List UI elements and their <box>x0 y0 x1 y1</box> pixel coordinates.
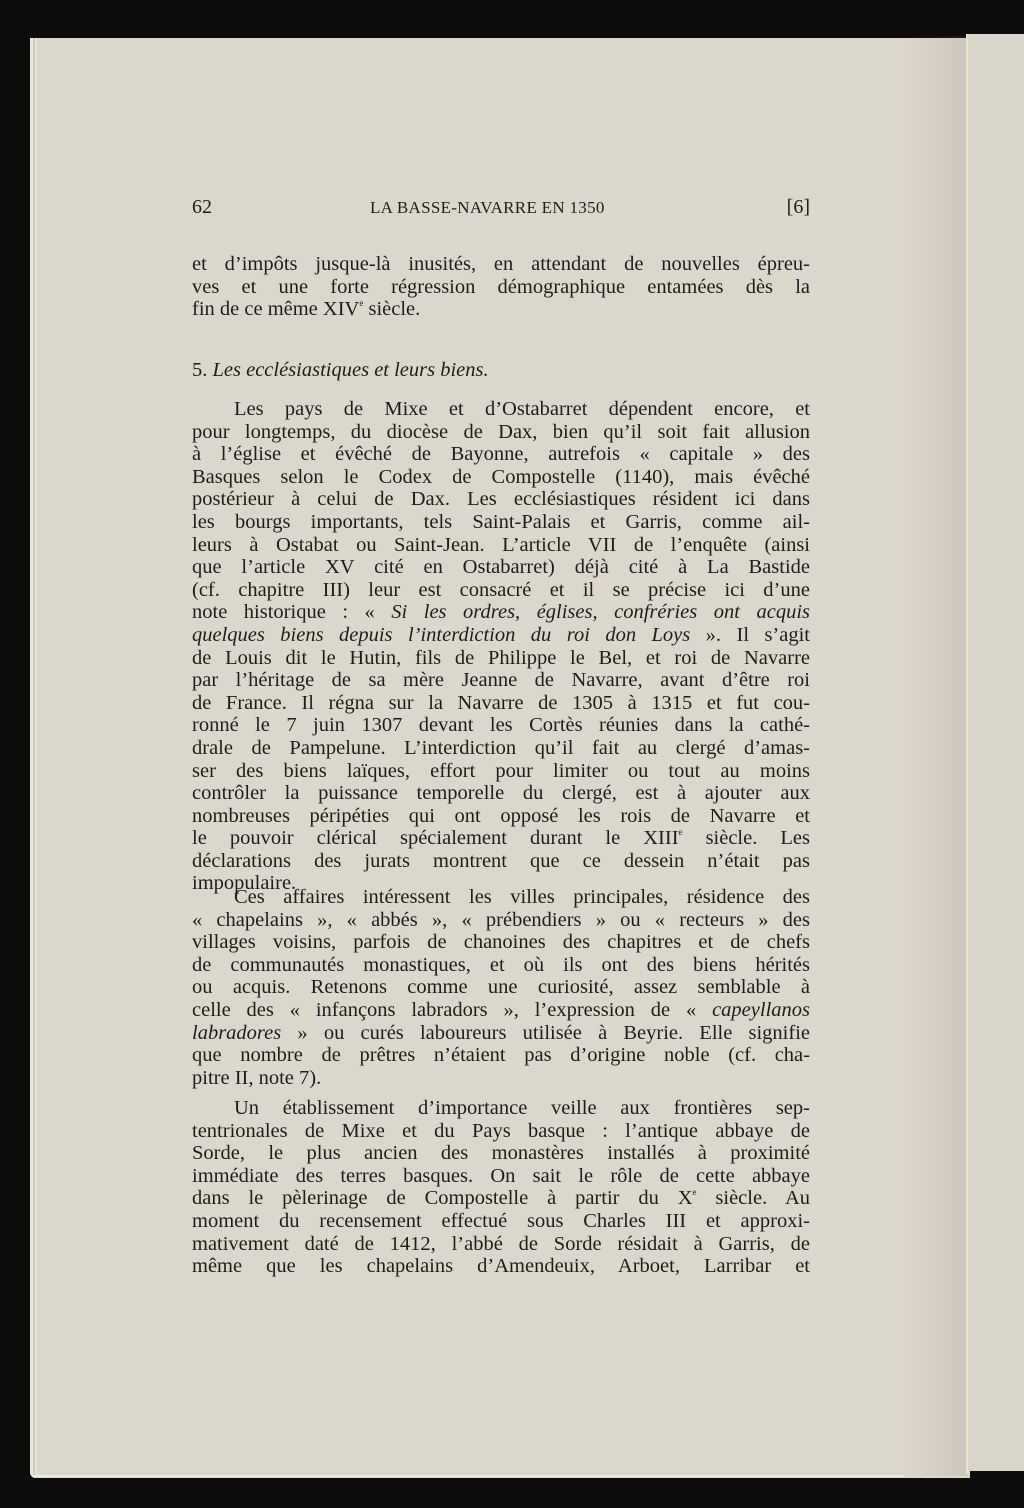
text-line: (cf. chapitre III) leur est consacré et il se précise ici d’une <box>192 578 810 601</box>
text-line <box>192 1187 810 1210</box>
running-header <box>192 196 810 222</box>
text-fragment: dans le pèlerinage de Compostelle à partir du X <box>192 1187 693 1210</box>
text-line: que nombre de prêtres n’étaient pas d’origine noble (cf. cha- <box>192 1044 810 1067</box>
text-line: à l’église et évêché de Bayonne, autrefois « capitale » des <box>192 443 810 466</box>
text-line: de Louis dit le Hutin, fils de Philippe le Bel, et roi de Navarre <box>192 646 810 669</box>
text-line: Un établissement d’importance veille aux frontières sep- <box>234 1097 810 1119</box>
quoted-italic: Si les ordres, églises, confréries ont acquis <box>391 601 810 624</box>
text-line <box>192 624 810 647</box>
text-line: immédiate des terres basques. On sait le rôle de cette abbaye <box>192 1164 810 1187</box>
text-line: que l’article XV cité en Ostabarret) déjà cité à La Bastide <box>192 556 810 579</box>
italic-term: capeyllanos <box>712 998 810 1021</box>
text-line: de communautés monastiques, et où ils ont des biens hérités <box>192 953 810 976</box>
text-line <box>192 601 810 624</box>
intro-paragraph <box>192 253 810 321</box>
text-line <box>192 827 810 850</box>
gutter-fold <box>966 34 968 1474</box>
section-reference: [6] <box>786 196 810 218</box>
text-fragment: note historique : « <box>192 601 392 624</box>
text-line <box>192 1022 810 1045</box>
section-heading <box>192 359 810 382</box>
text-line: contrôler la puissance temporelle du clergé, est à ajouter aux <box>192 782 810 805</box>
paragraph-3 <box>192 1097 810 1278</box>
text-line: mativement daté de 1412, l’abbé de Sorde résidait à Garris, de <box>192 1232 810 1255</box>
page-number: 62 <box>192 196 212 218</box>
text-line: impopulaire. <box>192 872 297 895</box>
text-line: « chapelains », « abbés », « prébendiers » ou « recteurs » des <box>192 908 810 931</box>
text-line: Les pays de Mixe et d’Ostabarret dépendent encore, et <box>234 398 810 420</box>
text-line: pour longtemps, du diocèse de Dax, bien qu’il soit fait allusion <box>192 420 810 443</box>
facing-page-edge <box>968 34 1024 1471</box>
text-line <box>192 999 810 1022</box>
italic-term: labradores <box>192 1021 282 1044</box>
page-bottom-edge <box>34 1475 904 1477</box>
text-line: ronné le 7 juin 1307 devant les Cortès réunies dans la cathé- <box>192 714 810 737</box>
text-line: villages voisins, parfois de chanoines des chapitres et de chefs <box>192 931 810 954</box>
running-title: LA BASSE-NAVARRE EN 1350 <box>370 198 605 217</box>
text-line: même que les chapelains d’Amendeuix, Arboet, Larribar et <box>192 1255 810 1278</box>
section-number: 5. <box>192 359 208 381</box>
quoted-italic: quelques biens depuis l’interdiction du roi don Loys <box>192 623 691 646</box>
text-fragment: fin de ce même XIV <box>192 298 360 321</box>
superscript: e <box>359 298 364 309</box>
text-line: tentrionales de Mixe et du Pays basque : l’antique abbaye de <box>192 1119 810 1142</box>
paragraph-2 <box>192 886 810 1089</box>
paragraph-1 <box>192 398 810 895</box>
text-line: Basques selon le Codex de Compostelle (1140), mais évêché <box>192 465 810 488</box>
text-fragment: siècle. <box>363 298 421 321</box>
text-line: leurs à Ostabat ou Saint-Jean. L’article VII de l’enquête (ainsi <box>192 533 810 556</box>
text-line: postérieur à celui de Dax. Les ecclésiastiques résident ici dans <box>192 488 810 511</box>
text-fragment: celle des « infançons labradors », l’expression de « <box>192 998 713 1021</box>
text-line: Sorde, le plus ancien des monastères installés à proximité <box>192 1142 810 1165</box>
text-line: moment du recensement effectué sous Charles III et approxi- <box>192 1209 810 1232</box>
text-line: drale de Pampelune. L’interdiction qu’il fait au clergé d’amas- <box>192 736 810 759</box>
text-line: nombreuses péripéties qui ont opposé les rois de Navarre et <box>192 804 810 827</box>
text-fragment: siècle. Au <box>696 1187 810 1210</box>
superscript: e <box>692 1187 697 1198</box>
text-line: pitre II, note 7). <box>192 1066 322 1089</box>
text-line: déclarations des jurats montrent que ce dessein n’était pas <box>192 849 810 872</box>
text-fragment: » ou curés laboureurs utilisée à Beyrie. Elle signifie <box>281 1021 810 1044</box>
text-line: par l’héritage de sa mère Jeanne de Navarre, avant d’être roi <box>192 669 810 692</box>
text-line: les bourgs importants, tels Saint-Palais et Garris, comme ail- <box>192 510 810 533</box>
text-fragment: siècle. Les <box>682 827 810 850</box>
section-heading-line <box>192 359 810 382</box>
section-title: Les ecclésiastiques et leurs biens. <box>212 359 489 381</box>
text-fragment: ». Il s’agit <box>690 623 810 646</box>
text-fragment: le pouvoir clérical spécialement durant le XIII <box>192 827 679 850</box>
text-line: et d’impôts jusque-là inusités, en attendant de nouvelles épreu- <box>192 253 810 275</box>
superscript: e <box>678 827 683 838</box>
text-line <box>192 298 810 321</box>
text-line: ser des biens laïques, effort pour limiter ou tout au moins <box>192 759 810 782</box>
book-gutter-shadow <box>900 36 968 1476</box>
text-line: ou acquis. Retenons comme une curiosité, assez semblable à <box>192 976 810 999</box>
text-line: Ces affaires intéressent les villes principales, résidence des <box>234 886 810 908</box>
text-line: de France. Il régna sur la Navarre de 1305 à 1315 et fut cou- <box>192 691 810 714</box>
text-line: ves et une forte régression démographique entamées dès la <box>192 275 810 298</box>
